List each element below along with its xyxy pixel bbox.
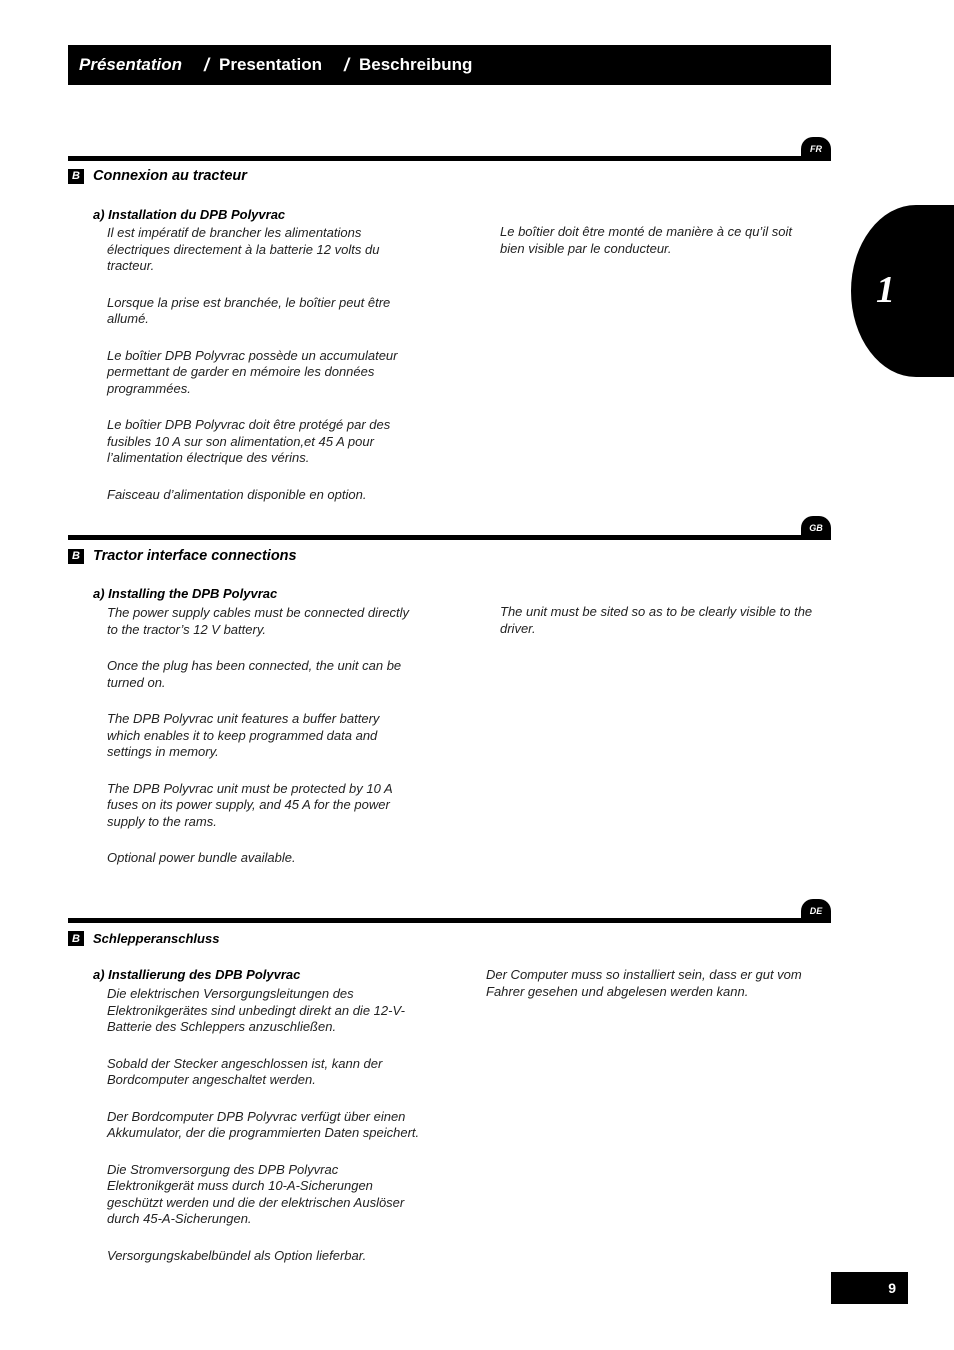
- language-tab-fr: FR: [801, 137, 831, 161]
- paragraph: Die elektrischen Versorgungsleitungen des Elektronikgerätes sind unbedingt direkt an die 12-V-Batterie des Schleppers anzuschließen.: [107, 986, 405, 1034]
- section-title: Schlepperanschluss: [93, 931, 220, 946]
- section-heading-fr: [68, 168, 247, 184]
- section-rule: [68, 918, 831, 923]
- language-tab-de: DE: [801, 899, 831, 923]
- paragraph: The DPB Polyvrac unit features a buffer battery which enables it to keep programmed data and settings in memory.: [107, 711, 380, 759]
- section-badge: B: [68, 549, 84, 564]
- paragraph: Optional power bundle available.: [107, 850, 296, 865]
- paragraph: Der Bordcomputer DPB Polyvrac verfügt über einen Akkumulator, der die programmierten Daten speichert.: [107, 1108, 420, 1140]
- paragraph: The unit must be sited so as to be clearly visible to the driver.: [500, 604, 813, 636]
- section-badge: B: [68, 931, 84, 946]
- header-title-en: Presentation: [219, 55, 322, 74]
- paragraph: The power supply cables must be connected directly to the tractor’s 12 V battery.: [107, 605, 410, 637]
- header-separator: /: [203, 54, 209, 75]
- paragraph: Il est impératif de brancher les alimentations électriques directement à la batterie 12 volts du tracteur.: [107, 225, 380, 273]
- paragraph: Der Computer muss so installiert sein, dass er gut vom Fahrer gesehen und abgelesen werden kann.: [486, 967, 802, 999]
- language-tab-gb: GB: [801, 516, 831, 540]
- chapter-tab: [851, 205, 954, 377]
- section-heading-de: [68, 931, 219, 946]
- paragraph: The DPB Polyvrac unit must be protected by 10 A fuses on its power supply, and 45 A for the power supply to the rams.: [107, 780, 393, 829]
- paragraph: Once the plug has been connected, the unit can be turned on.: [107, 658, 402, 690]
- header-separator: /: [343, 54, 349, 75]
- subsection-title-de: a) Installierung des DPB Polyvrac: [93, 967, 301, 982]
- body-column-left-de: [107, 986, 422, 1284]
- paragraph: Le boîtier DPB Polyvrac possède un accumulateur permettant de garder en mémoire les données programmées.: [107, 347, 398, 396]
- body-column-left-fr: [107, 225, 412, 523]
- body-column-left-gb: [107, 605, 412, 887]
- header-title-fr: Présentation: [79, 55, 182, 74]
- section-title: Connexion au tracteur: [93, 168, 247, 184]
- subsection-title-fr: a) Installation du DPB Polyvrac: [93, 207, 286, 222]
- paragraph: Die Stromversorgung des DPB Polyvrac Elektronikgerät muss durch 10-A-Sicherungen geschützt werden und die der elektrischen Auslöser durch 45-A-Sicherungen.: [107, 1161, 405, 1226]
- section-title: Tractor interface connections: [93, 548, 297, 564]
- paragraph: Sobald der Stecker angeschlossen ist, kann der Bordcomputer angeschaltet werden.: [107, 1055, 383, 1087]
- section-badge: B: [68, 169, 84, 184]
- body-column-right-de: [486, 967, 816, 1000]
- section-heading-gb: [68, 548, 297, 564]
- header-title-de: Beschreibung: [359, 55, 473, 74]
- page-number-box: [831, 1272, 908, 1304]
- paragraph: Lorsque la prise est branchée, le boîtier peut être allumé.: [107, 294, 391, 326]
- body-column-right-fr: [500, 224, 815, 257]
- paragraph: Faisceau d’alimentation disponible en option.: [107, 486, 367, 502]
- section-rule: [68, 535, 831, 540]
- page-header-bar: [68, 45, 831, 85]
- body-column-right-gb: [500, 604, 815, 637]
- paragraph: Versorgungskabelbündel als Option lieferbar.: [107, 1247, 367, 1263]
- chapter-number: 1: [876, 269, 895, 311]
- subsection-title-gb: a) Installing the DPB Polyvrac: [93, 586, 278, 601]
- section-rule: [68, 156, 831, 161]
- page-number: 9: [888, 1280, 896, 1296]
- paragraph: Le boîtier DPB Polyvrac doit être protégé par des fusibles 10 A sur son alimentation,et 45 A pour l’alimentation électrique des vérins.: [107, 417, 391, 465]
- paragraph: Le boîtier doit être monté de manière à ce qu’il soit bien visible par le conducteur.: [500, 224, 792, 256]
